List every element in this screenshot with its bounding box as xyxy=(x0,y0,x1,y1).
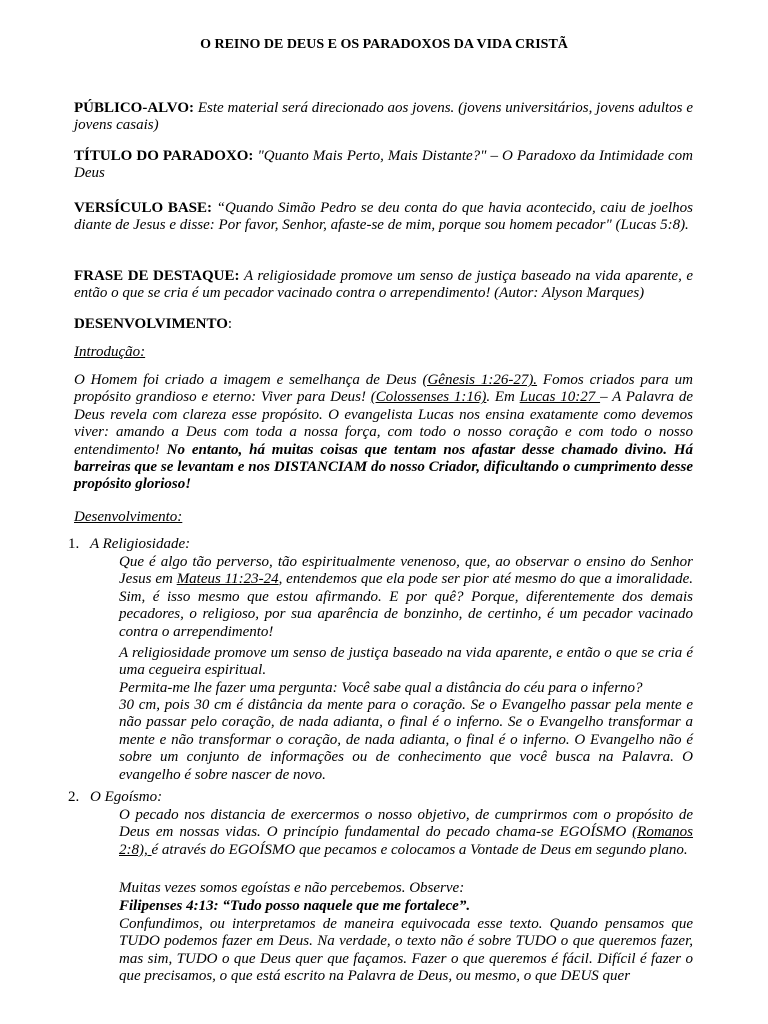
introducao-paragraph xyxy=(74,372,693,494)
religiosidade-text-3: Permita-me lhe fazer uma pergunta: Você sabe qual a distância do céu para o inferno? xyxy=(119,680,643,696)
lucas-reference-link[interactable]: Lucas 10:27 xyxy=(519,389,601,406)
publico-alvo-paragraph xyxy=(74,100,693,135)
religiosidade-text-4: 30 cm, pois 30 cm é distância da mente para o coração. Se o Evangelho passar pela mente e não passar pelo coração, de nada adianta, o final é o inferno. Se o Evangelho transformar a mente e não transformar o coração, de nada adianta, o final é o inferno. O Evangelho não é sobre um conjunto de informações ou de conhecimento que você busca na Palavra. O evangelho é sobre nascer de novo. xyxy=(119,697,693,783)
publico-alvo-text: Este material será direcionado aos jovens. (jovens universitários, jovens adultos e jovens casais) xyxy=(74,100,693,134)
desenvolvimento-heading-colon: : xyxy=(227,316,233,332)
introducao-text-4: – A Palavra de Deus revela com clareza esse propósito. O evangelista Lucas nos ensina exatamente como devemos viver: amando a Deus com toda a nossa força, com todo o nosso coração e com todo o nosso entendimento! xyxy=(74,389,693,458)
titulo-paradoxo-paragraph xyxy=(74,148,693,183)
religiosidade-paragraph-4 xyxy=(119,697,693,784)
desenvolvimento-heading-label: DESENVOLVIMENTO xyxy=(74,316,228,332)
religiosidade-text-1b: , entendemos que ela pode ser pior até mesmo do que a imoralidade. Sim, é isso mesmo que estou afirmando. E por quê? Porque, diferentemente dos demais pecadores, o religioso, por sua aparência de bonzinho, de certinho, é um pecador vacinado contra o arrependimento! xyxy=(119,571,694,640)
filipenses-verse: Filipenses 4:13: “Tudo posso naquele que me fortalece”. xyxy=(119,898,471,914)
mateus-reference-link[interactable]: Mateus 11:23-24 xyxy=(176,571,279,588)
introducao-heading-text: Introdução: xyxy=(74,344,146,360)
religiosidade-text-1a: Que é algo tão perverso, tão espiritualmente venenoso, que, ao observar o ensino do Senhor Jesus em xyxy=(119,554,693,588)
egoismo-paragraph-1 xyxy=(119,807,693,859)
colossenses-reference-link[interactable]: (Colossenses 1:16) xyxy=(370,389,487,406)
document-title: O REINO DE DEUS E OS PARADOXOS DA VIDA CRISTÃ xyxy=(200,37,568,52)
desenvolvimento-subheading xyxy=(74,509,693,526)
titulo-paradoxo-text: "Quanto Mais Perto, Mais Distante?" – O Paradoxo da Intimidade com Deus xyxy=(74,148,693,182)
religiosidade-paragraph-1 xyxy=(119,554,693,641)
romanos-reference-link[interactable]: (Romanos 2:8), xyxy=(119,824,693,858)
introducao-bold-text: No entanto, há muitas coisas que tentam nos afastar desse chamado divino. Há barreiras que se levantam e nos DISTANCIAM do nosso Criador, dificultando o cumprimento desse propósito glorioso! xyxy=(74,441,693,493)
versiculo-base-paragraph xyxy=(74,200,693,235)
list-item-number: 1. xyxy=(68,536,80,552)
publico-alvo-label: PÚBLICO-ALVO: xyxy=(74,100,194,116)
genesis-reference-link[interactable]: (Gênesis 1:26-27). xyxy=(422,372,538,388)
desenvolvimento-heading xyxy=(74,316,693,333)
introducao-text-2: Fomos criados para um propósito grandioso e eterno: Viver para Deus! xyxy=(74,372,693,406)
introducao-text-1: O Homem foi criado a imagem e semelhança de Deus xyxy=(74,372,423,388)
introducao-text-3: . Em xyxy=(486,389,520,406)
frase-destaque-paragraph xyxy=(74,268,693,303)
frase-destaque-text: A religiosidade promove um senso de justiça baseado na vida aparente, e então o que se cria é um pecador vacinado contra o arrependimento! (Autor: Alyson Marques) xyxy=(74,268,693,302)
list-item-religiosidade xyxy=(68,536,190,553)
titulo-paradoxo-label: TÍTULO DO PARADOXO: xyxy=(74,148,254,164)
versiculo-base-label: VERSÍCULO BASE: xyxy=(74,200,213,216)
religiosidade-text-2: A religiosidade promove um senso de justiça baseado na vida aparente, e então o que se cria é uma cegueira espiritual. xyxy=(119,645,693,679)
egoismo-text-4: Confundimos, ou interpretamos de maneira equivocada esse texto. Quando pensamos que TUDO podemos fazer em Deus. Na verdade, o texto não é sobre TUDO o que queremos fazer, mas sim, TUDO o que Deus quer que façamos. Fazer o que queremos é fácil. Difícil é fazer o que precisamos, o que está escrito na Palavra de Deus, ou mesmo, o que DEUS quer xyxy=(119,916,693,985)
religiosidade-paragraph-3 xyxy=(119,680,693,697)
list-item-egoismo xyxy=(68,789,162,806)
egoismo-paragraph-3 xyxy=(119,898,693,915)
frase-destaque-label: FRASE DE DESTAQUE: xyxy=(74,268,240,284)
list-item-number: 2. xyxy=(68,789,80,805)
introducao-heading xyxy=(74,344,693,361)
egoismo-text-2: Muitas vezes somos egoístas e não percebemos. Observe: xyxy=(119,880,465,896)
desenvolvimento-subheading-text: Desenvolvimento: xyxy=(74,509,183,525)
egoismo-text-1b: é através do EGOÍSMO que pecamos e colocamos a Vontade de Deus em segundo plano. xyxy=(151,841,688,858)
religiosidade-paragraph-2 xyxy=(119,645,693,680)
list-item-label: O Egoísmo: xyxy=(90,789,163,805)
egoismo-paragraph-2 xyxy=(119,880,693,897)
egoismo-text-1a: O pecado nos distancia de exercermos o nosso objetivo, de cumprirmos com o propósito de Deus em nossas vidas. O princípio fundamental do pecado chama-se EGOÍSMO xyxy=(119,807,693,841)
list-item-label: A Religiosidade: xyxy=(90,536,191,552)
versiculo-base-text: “Quando Simão Pedro se deu conta do que havia acontecido, caiu de joelhos diante de Jesus e disse: Por favor, Senhor, afaste-se de mim, porque sou homem pecador" (Lucas 5:8). xyxy=(74,200,694,234)
egoismo-paragraph-4 xyxy=(119,916,693,986)
